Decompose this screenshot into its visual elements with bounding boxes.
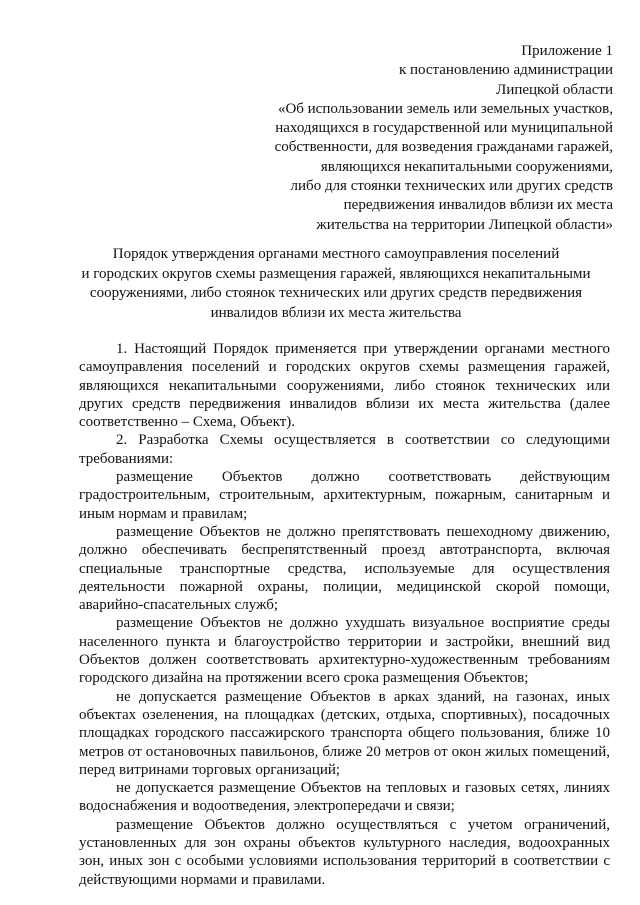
paragraph-2: 2. Разработка Схемы осуществляется в соответствии со следующими требованиями: — [79, 432, 610, 467]
requirement-item: не допускается размещение Объектов на тепловых и газовых сетях, линиях водоснабжения и водоотведения, электропередачи и связи; — [79, 780, 610, 815]
appendix-line: «Об использовании земель или земельных участков, — [277, 100, 613, 117]
appendix-line: находящихся в государственной или муниципальной — [275, 120, 613, 137]
requirement-item: размещение Объектов не должно препятствовать пешеходному движению, должно обеспечивать беспрепятственный проезд автотранспорта, включая специальные транспортные средства, используемые для осуществления деятельности пожарной охраны, полиции, медицинской скорой помощи, аварийно-спасательных служб; — [79, 523, 610, 614]
requirement-item: не допускается размещение Объектов в арках зданий, на газонах, иных объектах озеленения, на площадках (детских, отдыха, спортивных), посадочных площадках городского пассажирского транспорта общего пользования, ближе 10 метров от остановочных павильонов, ближе 20 метров от окон жилых помещений, перед витринами торговых организаций; — [79, 688, 610, 778]
appendix-line: Липецкой области — [496, 81, 613, 98]
appendix-line: либо для стоянки технических или других средств — [290, 178, 613, 195]
appendix-line: собственности, для возведения гражданами гаражей, — [274, 139, 613, 156]
appendix-header — [253, 42, 613, 235]
appendix-line: Приложение 1 — [521, 43, 613, 59]
document-body — [79, 340, 610, 889]
title-line: и городских округов схемы размещения гаражей, являющихся некапитальными — [81, 265, 591, 282]
title-line: сооружениями, либо стоянок технических или других средств передвижения — [89, 285, 583, 301]
requirement-item: размещение Объектов должно соответствовать действующим градостроительным, строительным, архитектурным, пожарным, санитарным и иным нормам и правилам; — [79, 469, 610, 522]
document-title — [76, 245, 596, 323]
title-line: инвалидов вблизи их места жительства — [210, 304, 462, 321]
paragraph-1: 1. Настоящий Порядок применяется при утверждении органами местного самоуправления поселений и городских округов схемы размещения гаражей, являющихся некапитальными сооружениями, либо стоянок технических или других средств передвижения инвалидов вблизи их места жительства (далее соответственно – Схема, Объект). — [79, 341, 610, 431]
appendix-line: передвижения инвалидов вблизи их места — [343, 197, 613, 214]
appendix-line: жительства на территории Липецкой области» — [316, 216, 613, 233]
requirement-item: размещение Объектов не должно ухудшать визуальное восприятие среды населенного пункта и благоустройство территории и застройки, внешний вид Объектов должен соответствовать архитектурно-художественным требованиям городского дизайна на протяжении всего срока размещения Объектов; — [79, 615, 610, 687]
appendix-line: к постановлению администрации — [398, 62, 613, 79]
title-line: Порядок утверждения органами местного самоуправления поселений — [112, 246, 560, 262]
requirement-item: размещение Объектов должно осуществляться с учетом ограничений, установленных для зон охраны объектов культурного наследия, водоохранных зон, иных зон с особыми условиями использования территорий в соответствии с действующими нормами и правилами. — [79, 816, 610, 888]
appendix-line: являющихся некапитальными сооружениями, — [320, 158, 613, 175]
